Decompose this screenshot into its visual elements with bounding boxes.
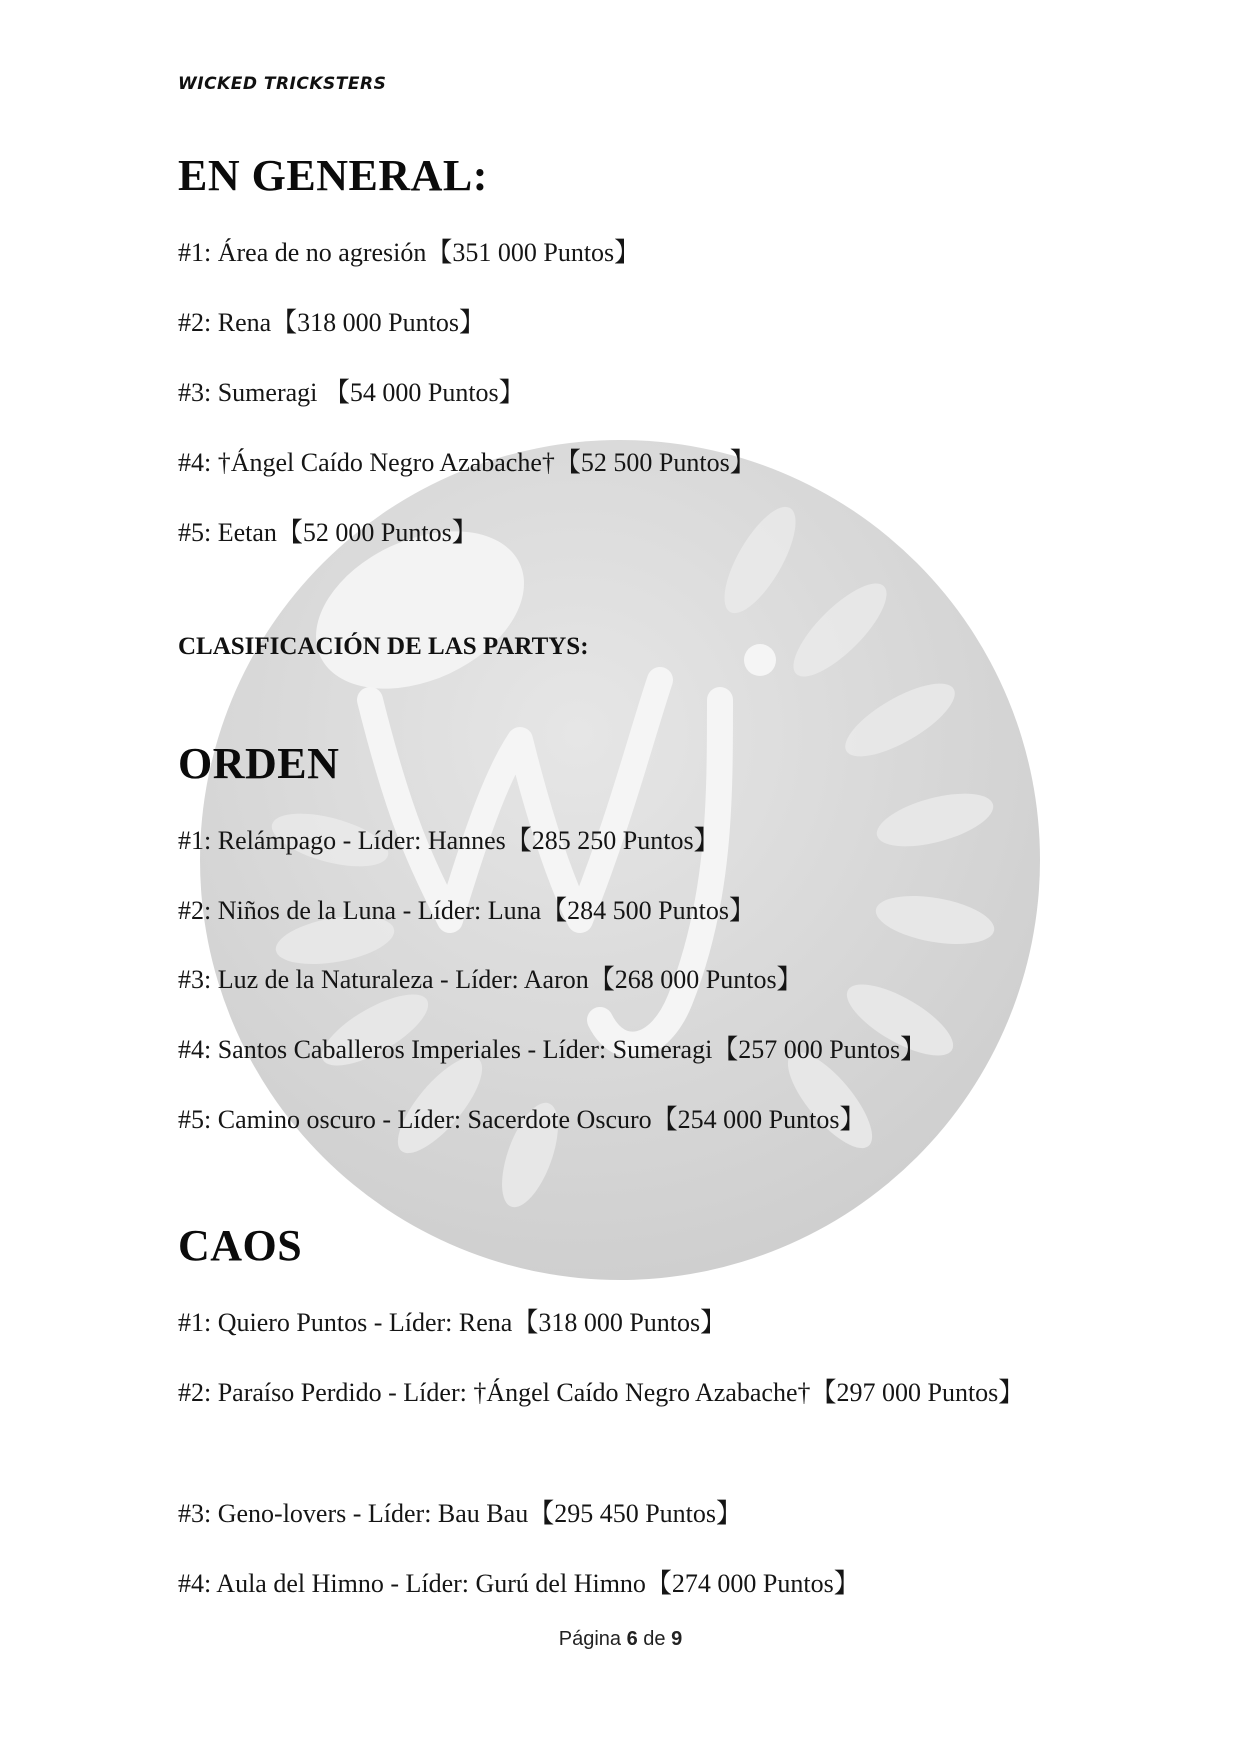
- orden-entry-4: #4: Santos Caballeros Imperiales - Líder: Sumeragi【257 000 Puntos】: [178, 1035, 927, 1064]
- general-entry-4: #4: †Ángel Caído Negro Azabache†【52 500 Puntos】: [178, 448, 756, 477]
- heading-orden: ORDEN: [178, 739, 340, 788]
- orden-entry-3: #3: Luz de la Naturaleza - Líder: Aaron【268 000 Puntos】: [178, 965, 803, 994]
- general-entry-5: #5: Eetan【52 000 Puntos】: [178, 518, 478, 547]
- caos-entry-3: #3: Geno-lovers - Líder: Bau Bau【295 450 Puntos】: [178, 1499, 742, 1528]
- page-footer: [0, 1628, 1241, 1651]
- footer-total-pages: 9: [671, 1628, 683, 1650]
- orden-entry-5: #5: Camino oscuro - Líder: Sacerdote Oscuro【254 000 Puntos】: [178, 1105, 866, 1134]
- footer-page-number: 6: [626, 1628, 638, 1650]
- caos-entry-4: #4: Aula del Himno - Líder: Gurú del Himno【274 000 Puntos】: [178, 1569, 860, 1598]
- orden-entry-2: #2: Niños de la Luna - Líder: Luna【284 500 Puntos】: [178, 896, 755, 925]
- general-entry-1: #1: Área de no agresión【351 000 Puntos】: [178, 238, 641, 267]
- orden-entry-1: #1: Relámpago - Líder: Hannes【285 250 Puntos】: [178, 826, 720, 855]
- heading-general: EN GENERAL:: [178, 151, 488, 200]
- heading-caos: CAOS: [178, 1221, 303, 1270]
- footer-prefix: Página: [558, 1628, 622, 1650]
- running-header: WICKED TRICKSTERS: [178, 74, 387, 94]
- footer-middle: de: [643, 1628, 666, 1650]
- general-entry-2: #2: Rena【318 000 Puntos】: [178, 308, 485, 337]
- heading-parties: CLASIFICACIÓN DE LAS PARTYS:: [178, 633, 589, 660]
- caos-entry-1: #1: Quiero Puntos - Líder: Rena【318 000 Puntos】: [178, 1308, 727, 1337]
- caos-entry-2: #2: Paraíso Perdido - Líder: †Ángel Caído Negro Azabache†【297 000 Puntos】: [178, 1378, 1025, 1407]
- general-entry-3: #3: Sumeragi 【54 000 Puntos】: [178, 378, 525, 407]
